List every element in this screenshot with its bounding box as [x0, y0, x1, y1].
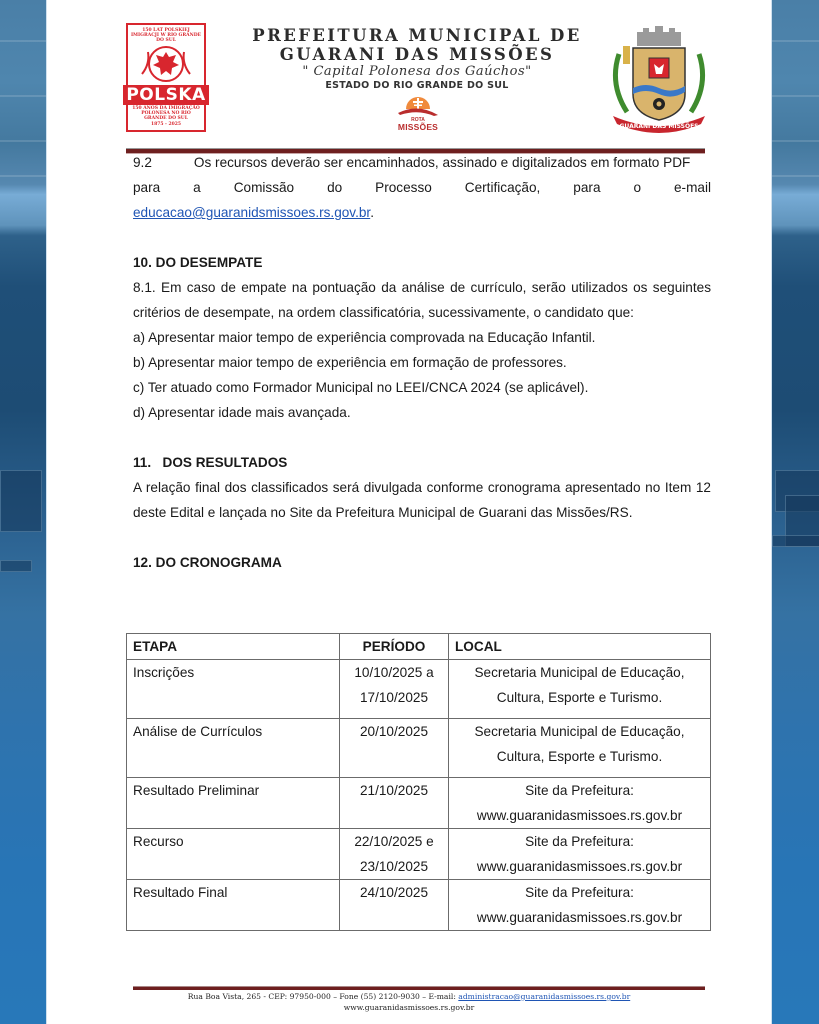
word: a — [193, 180, 201, 195]
header-local: LOCAL — [449, 634, 711, 660]
periodo-line: 22/10/2025 e — [354, 834, 434, 849]
clause-text: Os recursos deverão ser encaminhados, assinado e digitalizados em formato PDF — [193, 155, 691, 170]
word: para — [573, 180, 601, 195]
section-11-text: A relação final dos classificados será divulgada conforme cronograma apresentado no Item 12 deste Edital e lançada no Site da Prefeitura Municipal de Guarani das Missões/RS. — [133, 480, 711, 520]
polish-eagle-icon — [140, 44, 192, 84]
cell-etapa: Resultado Final — [127, 880, 340, 931]
cell-etapa: Inscrições — [127, 660, 340, 719]
document-body — [133, 150, 711, 575]
cell-periodo — [340, 778, 449, 829]
word: e-mail — [673, 180, 711, 195]
period: . — [370, 205, 374, 220]
missoes-label: MISSÕES — [397, 122, 439, 132]
section-9-2-line3 — [133, 200, 711, 225]
periodo-line: 24/10/2025 — [359, 885, 429, 900]
municipal-coat-of-arms-icon — [609, 24, 709, 134]
admin-email-link[interactable]: administracao@guaranidasmissoes.rs.gov.br — [458, 992, 631, 1001]
heading-text: DOS RESULTADOS — [162, 455, 288, 470]
local-line: Site da Prefeitura: — [525, 834, 634, 849]
cell-local — [449, 829, 711, 880]
document-page — [47, 0, 771, 1024]
local-line: Cultura, Esporte e Turismo. — [496, 690, 663, 705]
table-row — [127, 829, 711, 880]
periodo-line: 23/10/2025 — [359, 859, 429, 874]
local-line: Site da Prefeitura: — [525, 783, 634, 798]
word: Comissão — [233, 180, 295, 195]
polska-years: 1875 - 2025 — [150, 121, 182, 127]
rota-missoes-logo — [387, 95, 449, 135]
crest-ribbon-text: GUARANI DAS MISSÕES — [619, 123, 699, 130]
tiebreak-item-a: a) Apresentar maior tempo de experiência comprovada na Educação Infantil. — [133, 330, 596, 345]
word: Processo — [375, 180, 432, 195]
section-10-heading: 10. DO DESEMPATE — [133, 255, 263, 270]
local-line: www.guaranidasmissoes.rs.gov.br — [476, 859, 683, 874]
municipality-title — [217, 26, 617, 92]
polska-word: POLSKA — [123, 85, 208, 105]
cell-periodo — [340, 880, 449, 931]
local-line: Secretaria Municipal de Educação, — [474, 724, 685, 739]
local-line: www.guaranidasmissoes.rs.gov.br — [476, 910, 683, 925]
cell-etapa: Resultado Preliminar — [127, 778, 340, 829]
section-10-intro: 8.1. Em caso de empate na pontuação da análise de currículo, serão utilizados os seguintes critérios de desempate, na ordem classificatória, sucessivamente, o candidato que: — [133, 280, 711, 320]
local-line: Secretaria Municipal de Educação, — [474, 665, 685, 680]
title-line-2: GUARANI DAS MISSÕES — [279, 45, 555, 64]
tiebreak-item-d: d) Apresentar idade mais avançada. — [133, 405, 351, 420]
polska-bottom-text: 150 ANOS DA IMIGRAÇÃO POLONESA NO RIO GRANDE DO SUL — [132, 105, 200, 121]
table-row — [127, 778, 711, 829]
table-row — [127, 719, 711, 778]
cell-etapa: Análise de Currículos — [127, 719, 340, 778]
tiebreak-item-b: b) Apresentar maior tempo de experiência em formação de professores. — [133, 355, 567, 370]
word: do — [327, 180, 343, 195]
tagline: " Capital Polonesa dos Gaúchos" — [302, 64, 532, 79]
cell-local — [449, 660, 711, 719]
periodo-line: 20/10/2025 — [359, 724, 429, 739]
polska-logo — [126, 23, 206, 132]
cell-local — [449, 778, 711, 829]
rota-label: ROTA — [411, 117, 425, 123]
cell-local — [449, 719, 711, 778]
tiebreak-item-c: c) Ter atuado como Formador Municipal no LEEI/CNCA 2024 (se aplicável). — [133, 380, 589, 395]
section-11-heading — [133, 450, 711, 475]
schedule-table — [126, 633, 711, 931]
cell-periodo — [340, 660, 449, 719]
cell-etapa: Recurso — [127, 829, 340, 880]
header-periodo: PERÍODO — [340, 634, 449, 660]
rota-missoes-icon — [396, 95, 440, 117]
word: o — [633, 180, 642, 195]
table-header-row — [127, 634, 711, 660]
state-name: ESTADO DO RIO GRANDE DO SUL — [325, 80, 509, 91]
local-line: Site da Prefeitura: — [525, 885, 634, 900]
polska-top-text: 150 LAT POLSKIEJ IMIGRACJI W RIO GRANDE DO SUL — [130, 28, 202, 44]
education-email-link[interactable]: educacao@guaranidsmissoes.rs.gov.br — [133, 205, 371, 220]
header-etapa: ETAPA — [127, 634, 340, 660]
section-9-2-line2 — [133, 175, 711, 200]
footer — [47, 991, 771, 1013]
local-line: www.guaranidasmissoes.rs.gov.br — [476, 808, 683, 823]
periodo-line: 21/10/2025 — [359, 783, 429, 798]
heading-number: 11. — [133, 455, 152, 470]
footer-address: Rua Boa Vista, 265 - CEP: 97950-000 – Fone (55) 2120-9030 – E-mail: — [187, 992, 459, 1001]
word: para — [133, 180, 161, 195]
cell-periodo — [340, 829, 449, 880]
periodo-line: 17/10/2025 — [359, 690, 429, 705]
section-9-2-line1 — [133, 150, 711, 175]
letterhead — [47, 0, 771, 150]
footer-contact — [47, 991, 771, 1002]
local-line: Cultura, Esporte e Turismo. — [496, 749, 663, 764]
cell-periodo — [340, 719, 449, 778]
title-line-1: PREFEITURA MUNICIPAL DE — [252, 26, 582, 45]
table-row — [127, 880, 711, 931]
cell-local — [449, 880, 711, 931]
word: Certificação, — [464, 180, 541, 195]
footer-divider — [133, 986, 705, 990]
footer-website[interactable]: www.guaranidasmissoes.rs.gov.br — [343, 1003, 475, 1012]
section-12-heading: 12. DO CRONOGRAMA — [133, 555, 282, 570]
clause-number: 9.2 — [133, 155, 152, 170]
table-row — [127, 660, 711, 719]
periodo-line: 10/10/2025 a — [354, 665, 434, 680]
